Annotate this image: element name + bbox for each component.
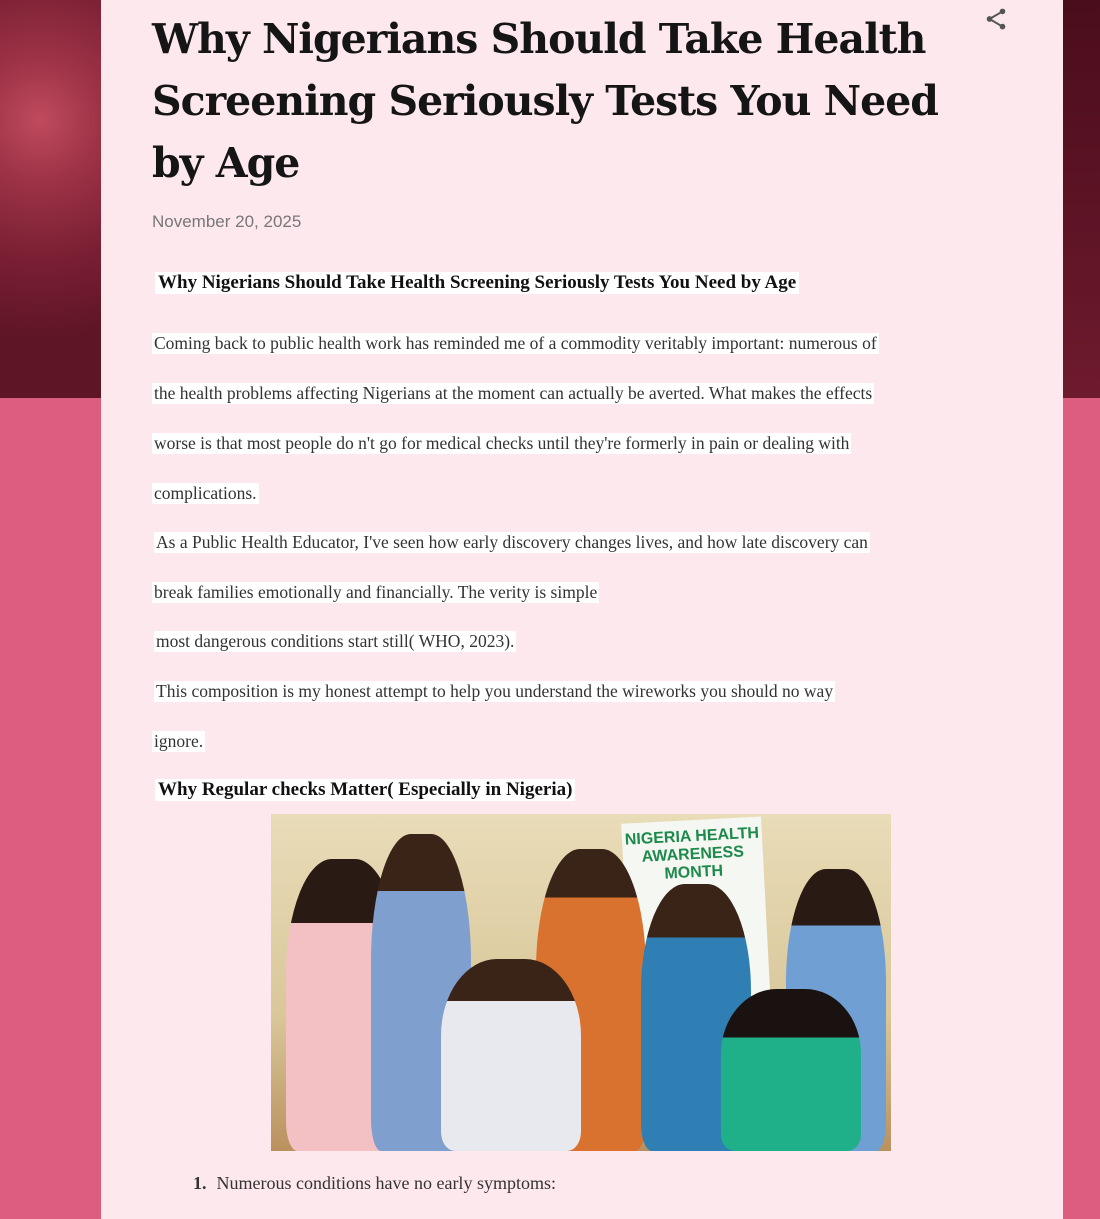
post-date: November 20, 2025	[152, 212, 302, 231]
paragraph-line: the health problems affecting Nigerians at the moment can actually be averted. What makes the effects	[154, 383, 873, 403]
paragraph-line: ignore.	[154, 731, 204, 751]
post-title: Why Nigerians Should Take Health Screening Seriously Tests You Need by Age	[152, 15, 938, 187]
paragraph-line: most dangerous conditions start still( WHO, 2023).	[156, 631, 515, 651]
awareness-sign: NIGERIA HEALTH AWARENESS MONTH	[621, 816, 771, 1013]
post-card	[101, 0, 1063, 1219]
share-icon[interactable]	[983, 6, 1009, 32]
paragraph-line: Coming back to public health work has reminded me of a commodity veritably important: numerous of	[154, 333, 877, 353]
list-text: Numerous conditions have no early symptoms:	[216, 1173, 556, 1193]
list-number: 1.	[193, 1173, 207, 1193]
section-heading: Why Regular checks Matter( Especially in Nigeria)	[155, 779, 575, 801]
paragraph-line: This composition is my honest attempt to help you understand the wireworks you should no way	[156, 681, 834, 701]
section-heading: Why Nigerians Should Take Health Screening Seriously Tests You Need by Age	[155, 272, 799, 294]
paragraph-line: complications.	[154, 483, 257, 503]
paragraph-line: As a Public Health Educator, I've seen how early discovery changes lives, and how late discovery can	[156, 532, 868, 552]
health-screening-photo	[271, 814, 891, 1151]
header-background-right	[1060, 0, 1100, 398]
list-item	[193, 1173, 556, 1194]
paragraph-line: worse is that most people do n't go for medical checks until they're formerly in pain or dealing with	[154, 433, 850, 453]
paragraph-line: break families emotionally and financially. The verity is simple	[154, 582, 598, 602]
